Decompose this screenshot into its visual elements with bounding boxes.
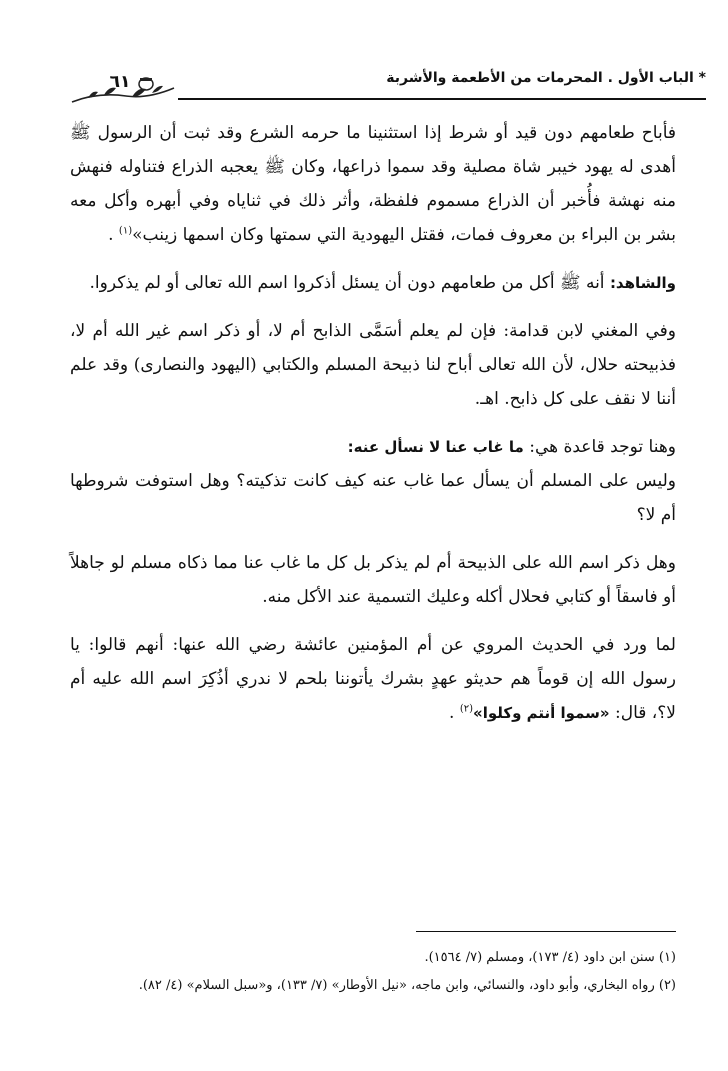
paragraph-1-text: فأباح طعامهم دون قيد أو شرط إذا استثنينا ما حرمه الشرع وقد ثبت أن الرسول ﷺ أهدى له يهود خيبر شاة مصلية وقد سموا ذراعها، وكان ﷺ يعجبه الذراع فتناوله فنهش منه نهشة فأُخبر أن الذراع مسموم فلفظة، وأثر ذلك في ثناياه وفي أبهره وأكل معه بشر بن البراء بن معروف فمات، فقتل اليهودية التي سمتها وكان اسمها زينب»: [70, 123, 676, 245]
rule-statement: ما غاب عنا لا نسأل عنه:: [347, 438, 524, 456]
paragraph-4: [70, 430, 676, 464]
paragraph-1: [70, 116, 676, 252]
hadith-quote: «سموا أنتم وكلوا»: [473, 704, 610, 722]
footnote-1: (١) سنن ابن داود (٤/ ١٧٣)، ومسلم (٧/ ١٥٦٤).: [424, 950, 676, 965]
running-title: * الباب الأول . المحرمات من الأطعمة والأشربة: [386, 70, 706, 86]
paragraph-7-end: .: [449, 703, 460, 723]
paragraph-2-text: أنه ﷺ أكل من طعامهم دون أن يسئل أذكروا اسم الله تعالى أو لم يذكروا.: [89, 273, 610, 293]
paragraph-7: [70, 628, 676, 730]
witness-label: والشاهد:: [609, 274, 676, 292]
page-number: ٦١: [109, 72, 131, 92]
paragraph-6: وهل ذكر اسم الله على الذبيحة أم لم يذكر بل كل ما غاب عنا مما ذكاه مسلم لو جاهلاً أو فاسقاً أو كتابي فحلال أكله وعليك التسمية عند الأكل منه.: [70, 553, 676, 607]
footnote-2: (٢) رواه البخاري، وأبو داود، والنسائي، وابن ماجه، «نيل الأوطار» (٧/ ١٣٣)، و«سبل السلام» (٤/ ٨٢).: [138, 978, 676, 993]
paragraph-2: [70, 266, 676, 300]
paragraph-1-end: .: [108, 225, 119, 245]
footnotes: [60, 944, 676, 1000]
header-rule: [178, 98, 706, 100]
footnote-ref-2[interactable]: (٢): [459, 703, 474, 715]
footnote-ref-1[interactable]: (١): [118, 225, 133, 237]
paragraph-5: وليس على المسلم أن يسأل عما غاب عنه كيف كانت تذكيته؟ وهل استوفت شروطها أم لا؟: [70, 471, 676, 525]
rule-intro: وهنا توجد قاعدة هي:: [523, 437, 676, 457]
paragraph-3: وفي المغني لابن قدامة: فإن لم يعلم أسَمَّى الذابح أم لا، أو ذكر اسم غير الله أم لا، فذبيحته حلال، لأن الله تعالى أباح لنا ذبيحة المسلم والكتابي (اليهود والنصارى) وقد علم أننا لا نقف على كل ذابح. اهـ.: [70, 321, 676, 409]
main-text: [70, 116, 676, 730]
paragraph-7-text: لما ورد في الحديث المروي عن أم المؤمنين عائشة رضي الله عنها: أنهم قالوا: يا رسول الله إن قوماً هم حديثو عهدٍ بشرك يأتوننا بلحم لا ندري أذُكِرَ اسم الله عليه أم لا؟، قال:: [70, 635, 676, 723]
footnote-rule: [416, 931, 676, 932]
